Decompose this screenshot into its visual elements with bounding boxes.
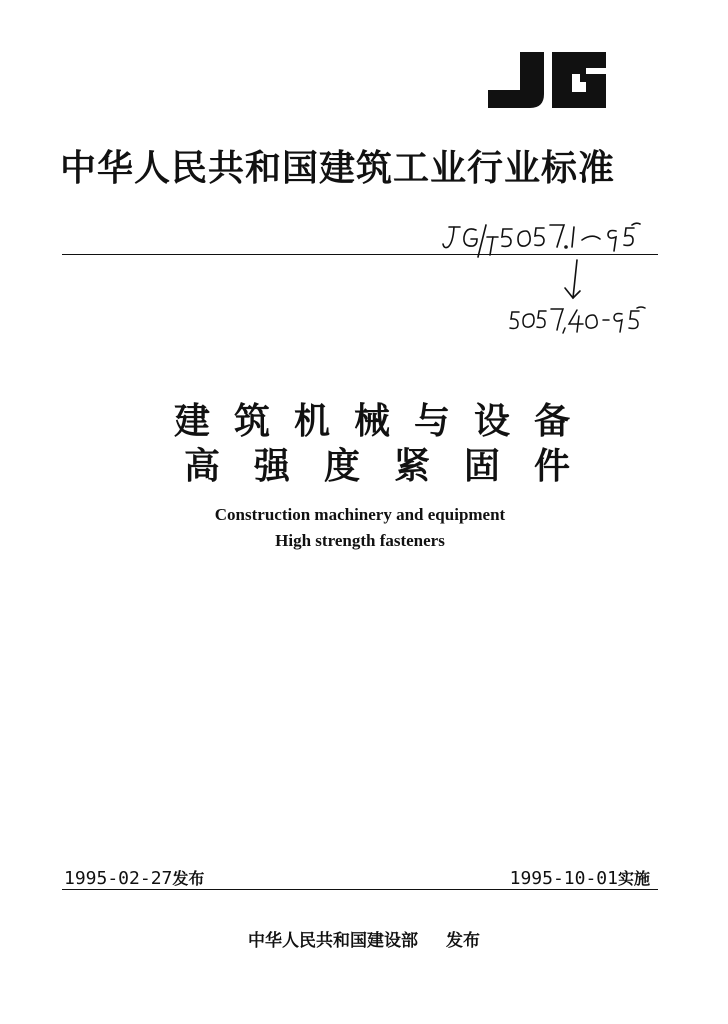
title-chinese-line-2: 高强度紧固件: [183, 446, 604, 487]
handwritten-standard-number-strokes: [440, 213, 670, 263]
issuer-action: 发布: [446, 931, 480, 951]
effective-date: [510, 866, 650, 889]
title-english-line-2: High strength fasteners: [275, 531, 445, 550]
top-divider: [62, 254, 658, 255]
handwritten-standard-number: [440, 213, 670, 263]
jg-logo-mark: [486, 50, 608, 110]
issue-date-label: 发布: [172, 869, 205, 888]
header-title: 中华人民共和国建筑工业行业标准: [60, 148, 616, 189]
title-chinese-line-1: 建筑机械与设备: [173, 401, 594, 442]
title-english-line-1: Construction machinery and equipment: [214, 505, 506, 524]
handwritten-down-arrow-strokes: [560, 258, 590, 303]
bottom-divider: [62, 889, 658, 890]
handwritten-standard-range-strokes: [505, 300, 655, 340]
effective-date-label: 实施: [617, 869, 650, 888]
handwritten-standard-range: [505, 300, 655, 340]
issue-date: [64, 866, 204, 889]
jg-logo: [486, 50, 608, 110]
effective-date-value: 1995-10-01: [509, 868, 618, 889]
handwritten-down-arrow: [560, 258, 590, 303]
issue-date-value: 1995-02-27: [64, 868, 173, 889]
issuer-organization: 中华人民共和国建设部: [248, 931, 418, 951]
issuer-line: [0, 926, 728, 951]
